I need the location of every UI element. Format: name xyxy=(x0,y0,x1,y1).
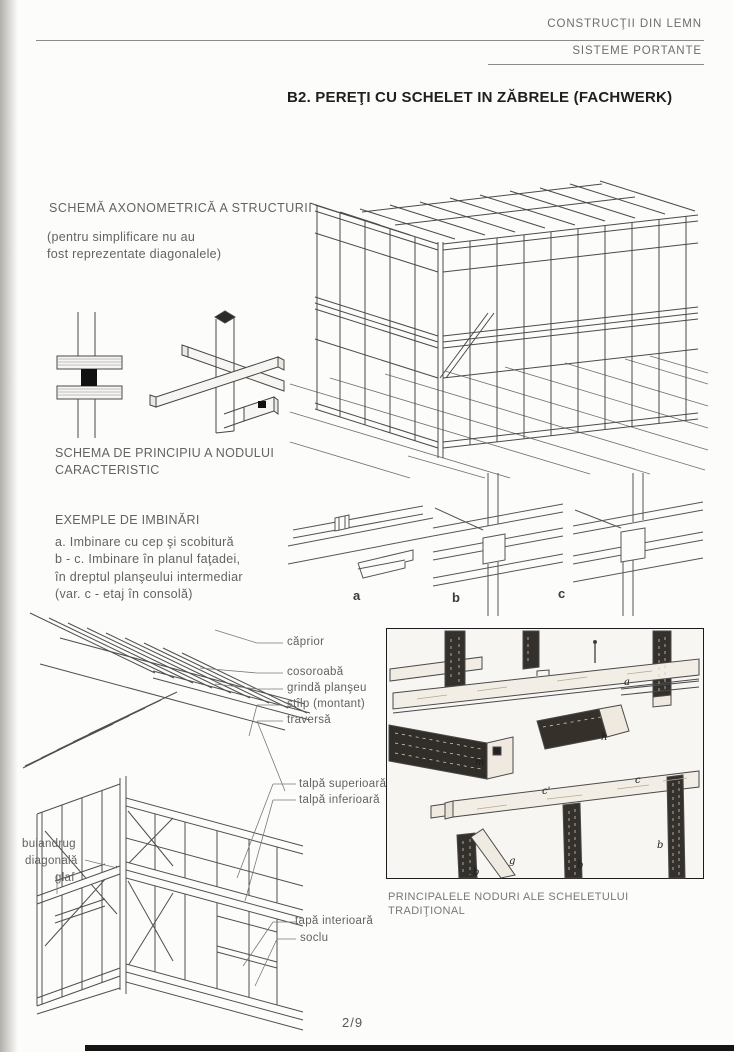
node-letter-b1: b xyxy=(577,860,584,871)
header-rule-2 xyxy=(488,64,704,65)
examples-item-bc1: b - c. Imbinare în planul faţadei, xyxy=(55,552,241,566)
label-stilp-montant: stîlp (montant) xyxy=(287,698,365,710)
page-title: B2. PEREŢI CU SCHELET IN ZĂBRELE (FACHWERK) xyxy=(287,89,673,106)
label-glaf: glaf xyxy=(55,872,75,884)
traditional-nodes-drawing xyxy=(387,629,703,878)
axonometric-structure-drawing xyxy=(290,126,710,478)
node-schema-heading xyxy=(55,445,274,478)
node-principle-detail-drawing xyxy=(38,295,288,445)
scan-bottom-bar xyxy=(85,1045,734,1051)
traditional-nodes-figure xyxy=(386,628,704,879)
page-number: 2/9 xyxy=(342,1015,364,1030)
axo-note xyxy=(47,229,221,263)
sill-mask xyxy=(126,964,303,1020)
mortise-black xyxy=(258,401,266,408)
label-talpa-superioara: talpă superioară xyxy=(299,778,387,790)
examples-heading: EXEMPLE DE IMBINĂRI xyxy=(55,513,200,527)
ground-hatch xyxy=(290,356,708,478)
label-grinda-planseu: grindă planşeu xyxy=(287,682,367,694)
frame-lines xyxy=(310,181,698,458)
examples-block xyxy=(55,512,243,604)
label-buiandrug: buiandrug xyxy=(22,838,76,850)
header-rule-1 xyxy=(36,40,704,41)
joint-label-a: a xyxy=(353,588,361,603)
label-tapa-interioara: tapă interioară xyxy=(295,915,374,927)
label-talpa-inferioara: talpă inferioară xyxy=(299,794,380,806)
node-letter-a: a xyxy=(624,677,630,688)
node-letter-b2: b xyxy=(473,867,480,878)
label-caprior: căprior xyxy=(287,636,325,648)
node-letter-h: h xyxy=(601,732,608,743)
nodes-figure-caption xyxy=(388,890,629,918)
axo-heading: SCHEMĂ AXONOMETRICĂ A STRUCTURII xyxy=(49,201,313,215)
node-letter-c: c xyxy=(635,775,641,786)
label-traversa: traversă xyxy=(287,714,331,726)
node-schema-line1: SCHEMA DE PRINCIPIU A NODULUI xyxy=(55,446,275,460)
joint-label-c: c xyxy=(558,586,566,601)
label-cosoroaba: cosoroabă xyxy=(287,666,344,678)
node-detail-axo xyxy=(150,311,284,433)
joint-label-b: b xyxy=(452,590,460,605)
caption-line1: PRINCIPALELE NODURI ALE SCHELETULUI xyxy=(388,891,629,903)
header-book-title: CONSTRUCŢII DIN LEMN xyxy=(547,18,702,30)
tenon-black xyxy=(81,369,97,386)
examples-item-a: a. Imbinare cu cep şi scobitură xyxy=(55,534,234,549)
roof-lines xyxy=(23,613,310,768)
node-letter-g: g xyxy=(509,856,516,867)
examples-item-bc3: (var. c - etaj în consolă) xyxy=(55,587,193,601)
node-letter-b3: b xyxy=(657,840,664,851)
axo-note-line1: (pentru simplificare nu au xyxy=(47,230,196,244)
joint-examples-drawing xyxy=(283,468,707,618)
node-letter-c-prime: c' xyxy=(542,786,551,797)
label-soclu: soclu xyxy=(300,932,329,944)
label-diagonala: diagonală xyxy=(25,855,78,867)
examples-item-bc2: în dreptul planşeului intermediar xyxy=(55,569,243,584)
caption-line2: TRADIŢIONAL xyxy=(388,905,466,917)
axo-note-line2: fost reprezentate diagonalele) xyxy=(47,247,222,261)
midband-mask-left xyxy=(37,866,120,904)
node-schema-line2: CARACTERISTIC xyxy=(55,462,160,477)
leader-lines xyxy=(57,630,296,986)
node-letter-m: m xyxy=(475,757,485,768)
header-section-title: SISTEME PORTANTE xyxy=(572,45,702,57)
